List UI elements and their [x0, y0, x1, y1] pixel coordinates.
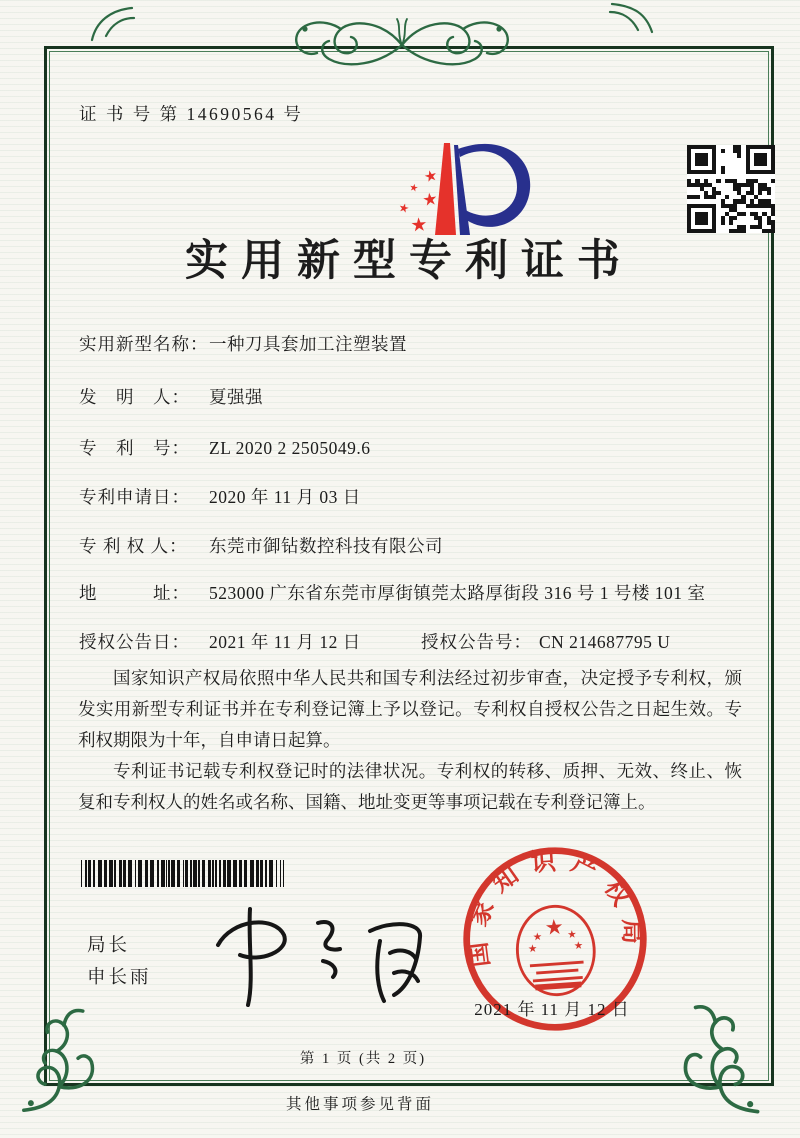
svg-text:★: ★ — [409, 213, 429, 237]
field-value: 2021 年 11 月 12 日 — [209, 632, 361, 652]
svg-text:★: ★ — [408, 182, 420, 195]
certificate-title: 实用新型专利证书 — [185, 238, 633, 285]
field-patent-number — [79, 435, 744, 461]
field-value: ZL 2020 2 2505049.6 — [209, 438, 371, 458]
commissioner-block — [87, 929, 152, 993]
field-inventor — [79, 384, 744, 410]
field-value: 夏强强 — [209, 387, 263, 407]
field-label: 专利申请日： — [79, 487, 190, 507]
field-value: 523000 广东省东莞市厚街镇莞太路厚街段 316 号 1 号楼 101 室 — [209, 583, 706, 603]
seal-emblem — [514, 904, 597, 997]
page-number: 第 1 页 (共 2 页) — [299, 1051, 427, 1067]
field-grant-number — [421, 629, 670, 655]
field-address — [79, 580, 744, 606]
svg-text:★: ★ — [543, 913, 565, 940]
top-right-ornament-icon — [608, 0, 656, 34]
commissioner-title: 局长 — [87, 934, 131, 955]
svg-text:★: ★ — [566, 928, 578, 942]
svg-text:★: ★ — [422, 165, 440, 187]
field-label: 地 址： — [79, 583, 190, 603]
top-left-ornament-icon — [86, 2, 138, 42]
commissioner-name: 申长雨 — [87, 966, 152, 987]
field-label: 授权公告号： — [421, 632, 532, 652]
legal-paragraph-1: 国家知识产权局依照中华人民共和国专利法经过初步审查，决定授予专利权，颁发实用新型专利证书并在专利登记簿上予以登记。专利权自授权公告之日起生效。专利权期限为十年，自申请日起算。 — [78, 668, 742, 750]
field-value: 东莞市御钻数控科技有限公司 — [209, 536, 443, 556]
field-label: 授权公告日： — [79, 632, 190, 652]
field-label: 实用新型名称： — [79, 334, 209, 354]
seal-date: 2021 年 11 月 12 日 — [474, 1000, 630, 1019]
certificate-number: 证 书 号 第 14690564 号 — [79, 104, 304, 124]
field-utility-model-name — [79, 331, 744, 357]
svg-text:★: ★ — [532, 930, 543, 944]
field-value: 2020 年 11 月 03 日 — [209, 487, 361, 507]
qr-code-icon — [687, 145, 775, 233]
svg-text:★: ★ — [397, 199, 411, 217]
field-label: 发 明 人： — [79, 387, 190, 407]
barcode-icon — [81, 860, 393, 887]
legal-paragraph-2: 专利证书记载专利权登记时的法律状况。专利权的转移、质押、无效、终止、恢复和专利权人的姓名或名称、国籍、地址变更等事项记载在专利登记簿上。 — [78, 761, 742, 812]
field-value: CN 214687795 U — [539, 632, 671, 652]
field-value: 一种刀具套加工注塑装置 — [209, 334, 407, 354]
field-grant-info — [79, 629, 744, 655]
field-filing-date — [79, 484, 744, 510]
back-note: 其他事项参见背面 — [285, 1096, 434, 1113]
field-patentee — [79, 533, 744, 559]
seal-agency-text: 国家知识产权局 — [463, 847, 646, 969]
svg-text:★: ★ — [527, 942, 538, 956]
legal-text — [78, 663, 742, 818]
signature-handwriting-icon — [192, 893, 424, 1011]
certificate-border — [44, 46, 774, 1086]
field-label: 专 利 权 人： — [79, 536, 188, 556]
svg-text:★: ★ — [421, 189, 440, 211]
svg-text:★: ★ — [573, 939, 584, 953]
field-label: 专 利 号： — [79, 438, 190, 458]
